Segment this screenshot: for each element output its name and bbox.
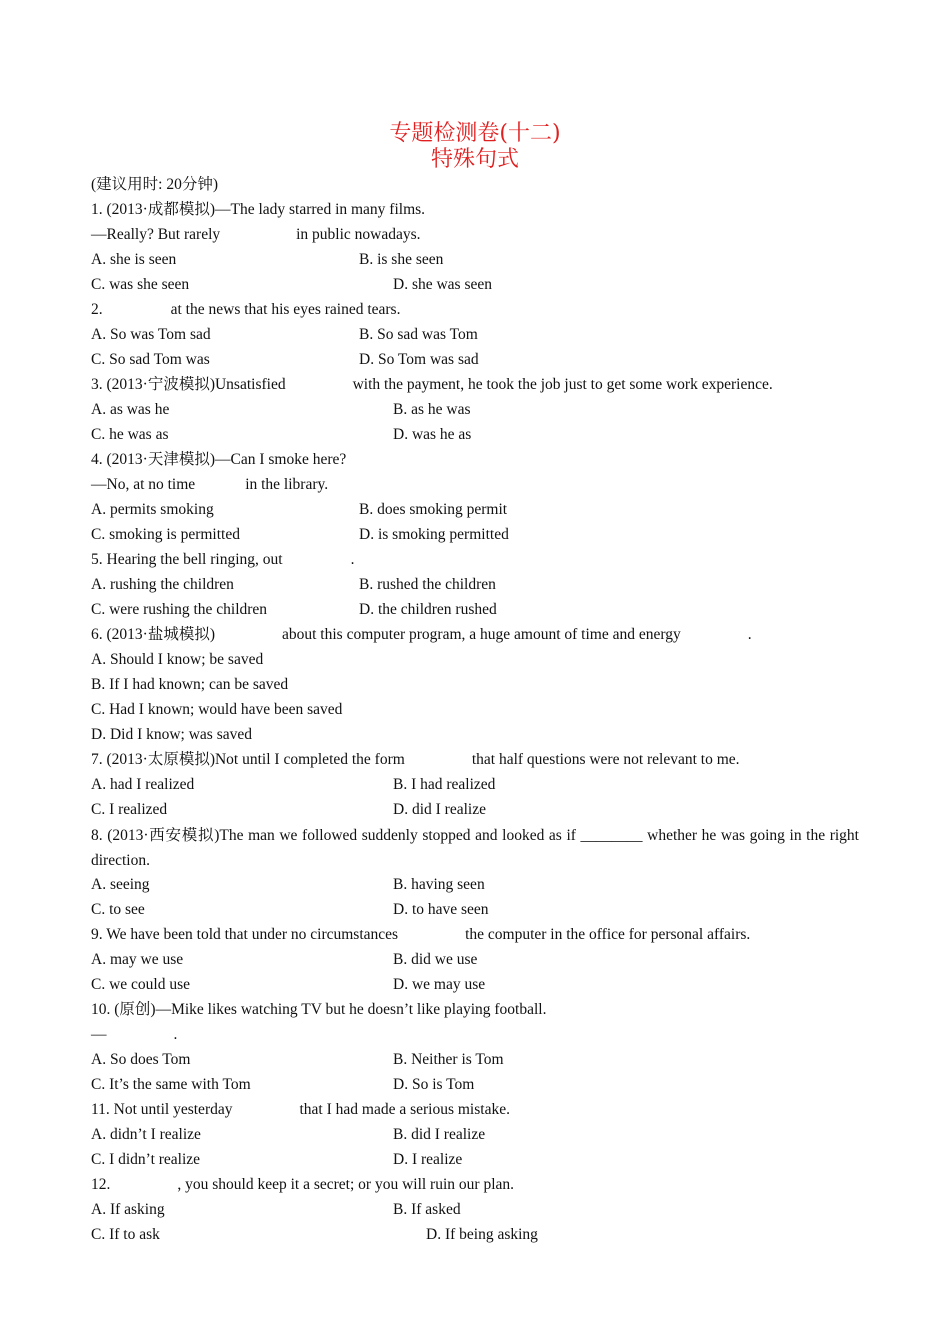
q7-option-c: C. I realized <box>91 801 168 818</box>
q4-option-b: B. does smoking permit <box>359 501 508 518</box>
q7-option-d: D. did I realize <box>393 801 486 818</box>
q5-stem <box>91 550 354 570</box>
q1-stem2a: —Really? But rarely <box>91 226 221 243</box>
q3-stem-b: with the payment, he took the job just to get some work experience. <box>352 376 773 393</box>
q12-option-b: B. If asked <box>393 1201 461 1218</box>
q11-option-a: A. didn’t I realize <box>91 1126 201 1143</box>
q7-option-b: B. I had realized <box>393 776 496 793</box>
page-title: 专题检测卷(十二) <box>389 121 561 146</box>
q9-stem-b: the computer in the office for personal affairs. <box>465 926 751 943</box>
q5-option-d: D. the children rushed <box>359 601 497 618</box>
q6-option-b: B. If I had known; can be saved <box>91 676 289 693</box>
q8-option-a: A. seeing <box>91 876 150 893</box>
q2-num: 2. <box>91 301 103 318</box>
q2-option-a: A. So was Tom sad <box>91 326 211 343</box>
q1-stem: 1. (2013·成都模拟)—The lady starred in many films. <box>91 201 426 218</box>
q4-stem: 4. (2013·天津模拟)—Can I smoke here? <box>91 451 347 468</box>
q1-option-b: B. is she seen <box>359 251 444 268</box>
q2-option-d: D. So Tom was sad <box>359 351 479 368</box>
q8-stem: 8. (2013·西安模拟)The man we followed suddenly stopped and looked as if ________ whether he was going in the right direction. <box>91 827 859 869</box>
q1-option-d: D. she was seen <box>393 276 493 293</box>
q3-option-a: A. as was he <box>91 401 170 418</box>
q8-option-d: D. to have seen <box>393 901 489 918</box>
q7-option-a: A. had I realized <box>91 776 195 793</box>
q7-stem-b: that half questions were not relevant to me. <box>471 751 740 768</box>
q3-stem <box>91 375 773 395</box>
q9-option-d: D. we may use <box>393 976 486 993</box>
page-subtitle: 特殊句式 <box>430 147 519 172</box>
q12-option-a: A. If asking <box>91 1201 165 1218</box>
q11-stem-b: that I had made a serious mistake. <box>299 1101 510 1118</box>
q3-option-d: D. was he as <box>393 426 472 443</box>
q7-stem-a: 7. (2013·太原模拟)Not until I completed the form <box>91 751 405 768</box>
q10-stem2b: . <box>173 1026 178 1043</box>
q12-stem <box>91 1175 514 1195</box>
q10-option-d: D. So is Tom <box>393 1076 475 1093</box>
q9-option-c: C. we could use <box>91 976 191 993</box>
q3-option-c: C. he was as <box>91 426 169 443</box>
q10-stem-line2 <box>91 1025 177 1045</box>
q2-option-c: C. So sad Tom was <box>91 351 210 368</box>
time-hint: (建议用时: 20分钟) <box>91 176 219 193</box>
q2-stem <box>91 300 400 320</box>
q5-option-a: A. rushing the children <box>91 576 234 593</box>
q7-stem <box>91 750 740 770</box>
q5-stem-a: 5. Hearing the bell ringing, out <box>91 551 283 568</box>
q4-option-a: A. permits smoking <box>91 501 214 518</box>
q1-option-c: C. was she seen <box>91 276 190 293</box>
q5-option-b: B. rushed the children <box>359 576 496 593</box>
q4-option-d: D. is smoking permitted <box>359 526 509 543</box>
q9-stem-a: 9. We have been told that under no circumstances <box>91 926 399 943</box>
q10-stem2a: — <box>91 1026 107 1043</box>
q9-option-a: A. may we use <box>91 951 184 968</box>
q8-option-c: C. to see <box>91 901 145 918</box>
q4-stem-line2 <box>91 475 328 495</box>
q4-stem2b: in the library. <box>245 476 329 493</box>
q12-option-c: C. If to ask <box>91 1226 160 1243</box>
q4-option-c: C. smoking is permitted <box>91 526 240 543</box>
q10-option-b: B. Neither is Tom <box>393 1051 504 1068</box>
q4-stem2a: —No, at no time <box>91 476 196 493</box>
q1-stem-line2 <box>91 225 421 245</box>
q6-stem-c: . <box>747 626 752 643</box>
q12-stem-a: 12. <box>91 1176 111 1193</box>
q12-stem-b: , you should keep it a secret; or you will ruin our plan. <box>177 1176 515 1193</box>
q11-option-d: D. I realize <box>393 1151 463 1168</box>
q6-stem-b: about this computer program, a huge amount of time and energy <box>282 626 681 643</box>
q10-stem: 10. (原创)—Mike likes watching TV but he doesn’t like playing football. <box>91 1001 547 1018</box>
q5-stem-b: . <box>350 551 355 568</box>
q6-stem <box>91 625 752 645</box>
q3-option-b: B. as he was <box>393 401 471 418</box>
q11-stem-a: 11. Not until yesterday <box>91 1101 233 1118</box>
q6-option-d: D. Did I know; was saved <box>91 726 253 743</box>
q2-option-b: B. So sad was Tom <box>359 326 478 343</box>
q11-option-c: C. I didn’t realize <box>91 1151 201 1168</box>
q10-option-c: C. It’s the same with Tom <box>91 1076 251 1093</box>
q3-stem-a: 3. (2013·宁波模拟)Unsatisfied <box>91 376 286 393</box>
q12-option-d: D. If being asking <box>426 1226 538 1243</box>
q1-stem2b: in public nowadays. <box>296 226 421 243</box>
q2-stem-text: at the news that his eyes rained tears. <box>170 301 401 318</box>
q5-option-c: C. were rushing the children <box>91 601 268 618</box>
q11-option-b: B. did I realize <box>393 1126 486 1143</box>
q1-option-a: A. she is seen <box>91 251 177 268</box>
q6-stem-a: 6. (2013·盐城模拟) <box>91 626 215 643</box>
q9-option-b: B. did we use <box>393 951 478 968</box>
q8-option-b: B. having seen <box>393 876 485 893</box>
q9-stem <box>91 925 750 945</box>
q6-option-a: A. Should I know; be saved <box>91 651 264 668</box>
q11-stem <box>91 1100 510 1120</box>
q10-option-a: A. So does Tom <box>91 1051 191 1068</box>
q6-option-c: C. Had I known; would have been saved <box>91 701 343 718</box>
